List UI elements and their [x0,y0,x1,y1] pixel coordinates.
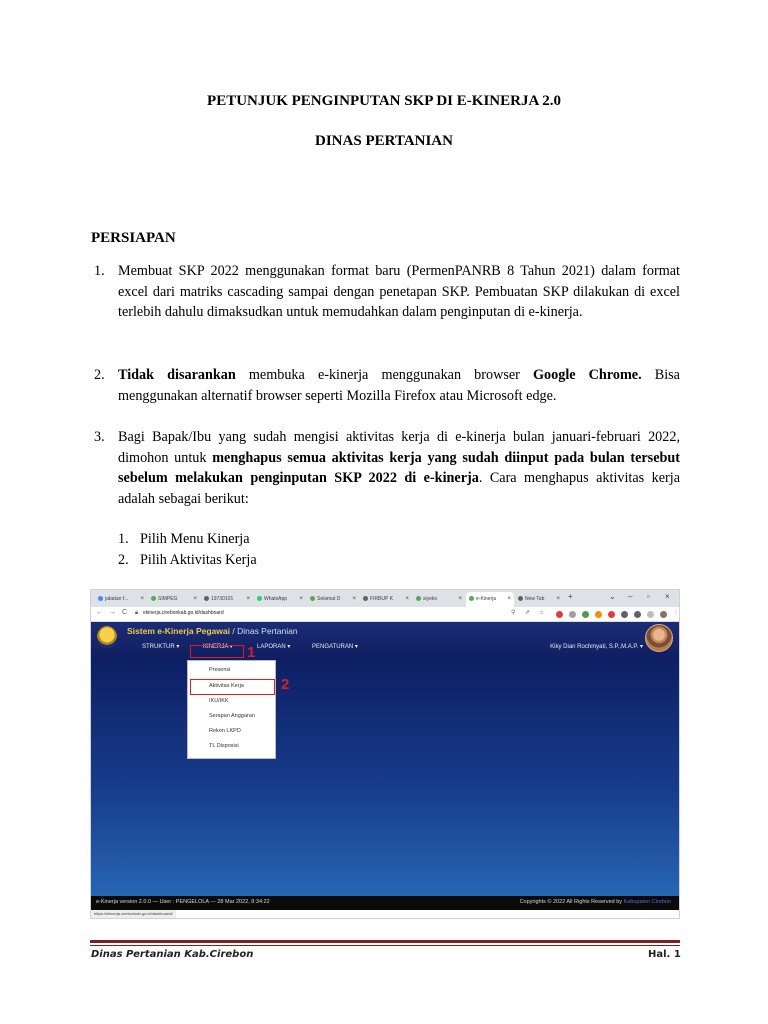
dropdown-item-presensi[interactable]: Presensi [209,667,231,673]
step-marker: 2 [281,676,290,693]
browser-tab-active[interactable]: e-Kinerja × [466,592,514,607]
dropdown-item-rekon-lkpd[interactable]: Rekon LKPD [209,728,241,734]
browser-tab[interactable]: Selamat D × [307,592,359,607]
list-text: Tidak disarankan membuka e-kinerja menggunakan browser Google Chrome. Bisa menggunakan alternatif browser seperti Mozilla Firefox atau Microsoft edge. [118,367,680,404]
document-title: PETUNJUK PENGINPUTAN SKP DI E-KINERJA 2.0 [207,93,561,109]
close-icon[interactable]: × [246,596,250,602]
site-icon [151,596,156,601]
more-icon[interactable]: ⋮ [673,610,679,616]
dropdown-item-serapan-anggaran[interactable]: Serapan Anggaran [209,713,255,719]
browser-tab[interactable]: jabatan f... × [95,592,147,607]
copyright-link[interactable]: Kabupaten Cirebon [623,899,671,905]
close-icon[interactable]: × [458,596,462,602]
step-marker: 1 [247,644,256,661]
browser-tab[interactable]: SIMPEG × [148,592,200,607]
status-url: https://ekinerja.cirebonkab.go.id/dashboard# [91,910,176,918]
google-icon [98,596,103,601]
back-icon[interactable]: ← [96,609,103,616]
dashboard-background [91,658,679,896]
puzzle-icon[interactable] [634,611,641,618]
globe-icon [204,596,209,601]
kinerja-dropdown [187,660,276,759]
app-title: Sistem e-Kinerja Pegawai / Dinas Pertanian [127,626,298,636]
chevron-down-icon[interactable]: ⌄ [609,592,616,601]
footer-left: Dinas Pertanian Kab.Cirebon [91,949,254,960]
emphasis: menghapus semua aktivitas kerja yang sudah diinput pada bulan tersebut sebelum melakukan penginputan SKP 2022 di e-kinerja [118,449,681,486]
browser-tab[interactable]: 19730101 × [201,592,253,607]
browser-tab[interactable]: New Tab × [515,592,563,607]
close-icon[interactable]: × [405,596,409,602]
close-icon[interactable]: × [352,596,356,602]
extension-icon[interactable] [621,611,628,618]
page-number: Hal. 1 [648,949,681,960]
lock-icon: 🔒︎ [135,610,139,616]
avatar[interactable] [645,624,673,652]
extension-icon[interactable] [608,611,615,618]
embedded-screenshot [90,589,680,919]
menu-pengaturan[interactable]: PENGATURAN ▾ [312,644,358,650]
highlight-box-aktivitas [190,679,275,695]
dropdown-item-tl-disposisi[interactable]: TL Disposisi [209,743,239,749]
extension-icon[interactable] [595,611,602,618]
extension-icon[interactable] [582,611,589,618]
search-icon[interactable]: ⚲ [511,610,516,616]
list-number: 1. [94,263,105,279]
list-number: 3. [94,429,105,445]
whatsapp-icon [257,596,262,601]
dropdown-item-iku-ikk[interactable]: IKU/IKK [209,698,229,704]
sidebar-icon[interactable] [647,611,654,618]
close-icon[interactable]: × [140,596,144,602]
list-item [94,261,680,323]
globe-icon [518,596,523,601]
list-text: Membuat SKP 2022 menggunakan format baru (PermenPANRB 8 Tahun 2021) dalam format excel dari matriks cascading sampai dengan penetapan SKP. Pembuatan SKP dilakukan di excel terlebih dahulu dimaksudkan untuk memudahkan dalam penginputan di e-kinerja. [118,263,680,320]
sub-step: 1. Pilih Menu Kinerja [118,531,250,547]
profile-icon[interactable] [660,611,667,618]
star-icon[interactable]: ☆ [539,610,545,616]
share-icon[interactable]: ⇗ [525,610,531,616]
menu-struktur[interactable]: STRUKTUR ▾ [142,644,180,650]
list-item [94,365,680,406]
reload-icon[interactable]: C [122,609,128,616]
copyright: Copyrights © 2022 All Rights Reserved by Kabupaten Cirebon [519,899,671,905]
document-subtitle: DINAS PERTANIAN [315,133,453,149]
menu-laporan[interactable]: LAPORAN ▾ [257,644,291,650]
dropdown-item-aktivitas-kerja[interactable]: Aktivitas Kerja [209,683,244,689]
close-icon[interactable]: × [193,596,197,602]
footer-rule [90,940,680,943]
site-icon [416,596,421,601]
app-footer [91,896,679,910]
footer-rule [90,945,680,946]
url-field[interactable]: ekinerja.cirebonkab.go.id/dashboard [143,610,224,616]
list-text: Bagi Bapak/Ibu yang sudah mengisi aktivitas kerja di e-kinerja bulan januari-februari 2022, dimohon untuk menghapus semua aktivitas kerja yang sudah diinput pada bulan tersebut sebelum melakukan penginputan SKP 2022 di e-kinerja. Cara menghapus aktivitas kerja adalah sebagai berikut: [118,429,681,507]
close-icon[interactable]: × [556,596,560,602]
emphasis: Tidak disarankan [118,367,236,383]
app-header [91,622,679,658]
section-heading: PERSIAPAN [91,230,176,246]
emphasis: Google Chrome. [533,367,642,383]
address-bar [91,607,679,622]
browser-tab[interactable]: FIRBUP K × [360,592,412,607]
extension-icon[interactable] [556,611,563,618]
list-item [94,427,680,509]
user-menu[interactable]: Kiky Dian Rochmyati, S.P.,M.A.P. ▾ [550,644,643,650]
maximize-icon[interactable]: ▫ [647,592,650,601]
browser-tab[interactable]: WhatsApp × [254,592,306,607]
close-icon[interactable]: × [299,596,303,602]
forward-icon[interactable]: → [109,609,116,616]
site-icon [469,596,474,601]
close-icon[interactable]: × [507,596,511,602]
list-number: 2. [94,367,105,383]
sub-step: 2. Pilih Aktivitas Kerja [118,552,257,568]
version-info: e-Kinerja version 2.0.0 — User : PENGELOLA — 28 Mar 2022, 8:34:22 [96,899,270,905]
browser-tab-bar [91,590,679,607]
browser-tab[interactable]: siyeko × [413,592,465,607]
menu-kinerja[interactable]: KINERJA ▾ [203,644,233,650]
new-tab-button[interactable]: + [568,592,573,601]
site-icon [310,596,315,601]
globe-icon [363,596,368,601]
extension-icon[interactable] [569,611,576,618]
close-window-icon[interactable]: × [665,592,670,601]
minimize-icon[interactable]: – [628,592,633,601]
logo [97,626,117,648]
highlight-box-kinerja [190,645,244,658]
